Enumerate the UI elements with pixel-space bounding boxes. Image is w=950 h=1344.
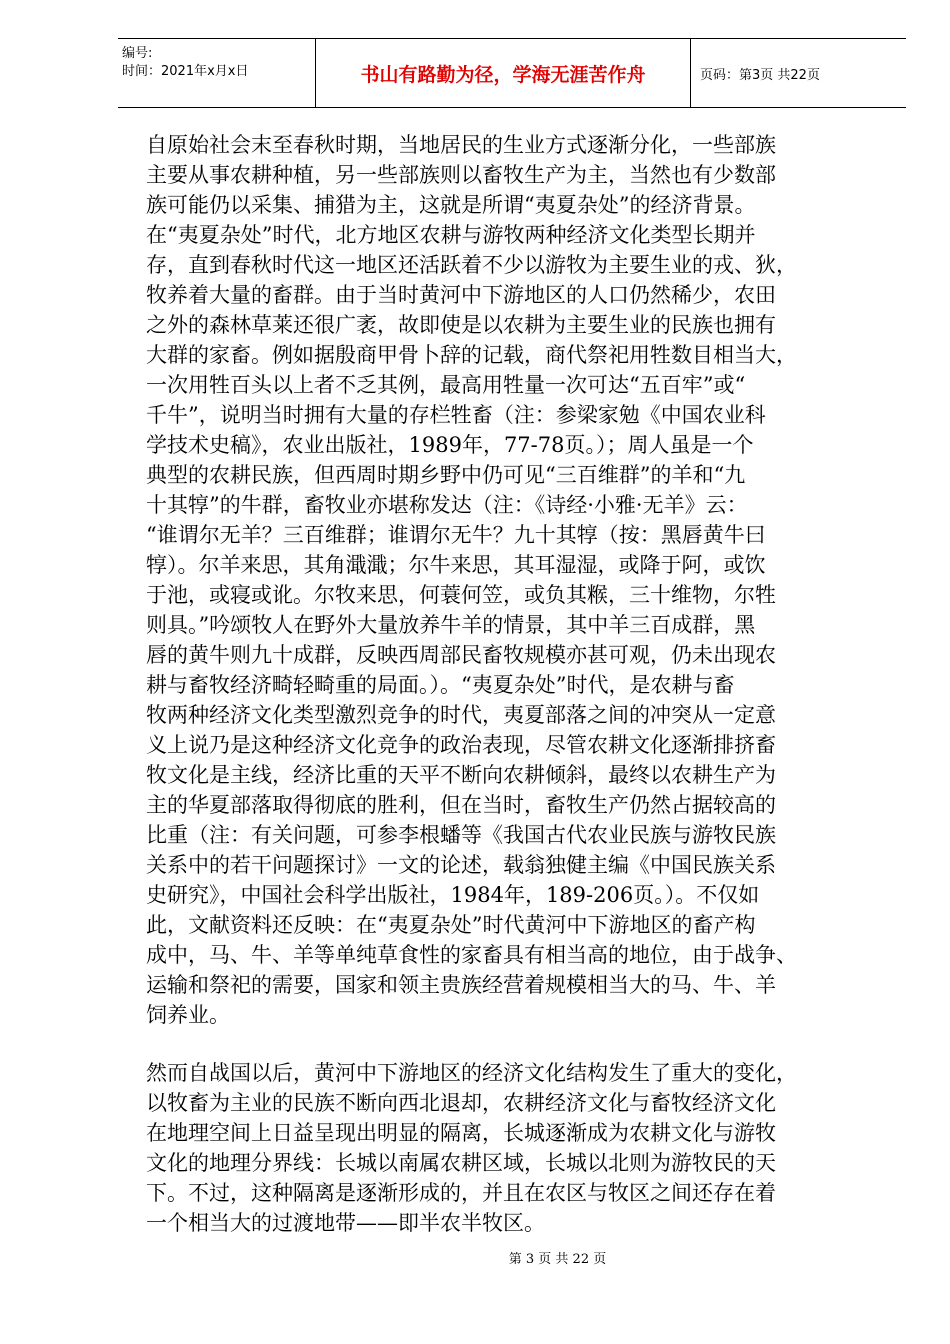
header-page-cell xyxy=(690,39,906,107)
paragraph-2: 然而自战国以后，黄河中下游地区的经济文化结构发生了重大的变化， 以牧畜为主业的民族不断向西北退却，农耕经济文化与畜牧经济文化 在地理空间上日益呈现出明显的隔离，长城逐渐成为农耕文化与游牧 文化的地理分界线：长城以南属农耕区域，长城以北则为游牧民的天 下。不过，这种隔离是逐渐形成的，并且在农区与牧区之间还存在着 一个相当大的过渡地带——即半农半牧区。 xyxy=(146,1061,797,1235)
paragraph-1: 自原始社会末至春秋时期，当地居民的生业方式逐渐分化，一些部族 主要从事农耕种植，另一些部族则以畜牧生产为主，当然也有少数部 族可能仍以采集、捕猎为主，这就是所谓“夷夏杂处”的经济背景。 在“夷夏杂处”时代，北方地区农耕与游牧两种经济文化类型长期并 存，直到春秋时代这一地区还活跃着不少以游牧为主要生业的戎、狄， 牧养着大量的畜群。由于当时黄河中下游地区的人口仍然稀少，农田 之外的森林草莱还很广袤，故即使是以农耕为主要生业的民族也拥有 大群的家畜。例如据殷商甲骨卜辞的记载，商代祭祀用牲数目相当大， 一次用牲百头以上者不乏其例，最高用牲量一次可达“五百牢”或“ 千牛”，说明当时拥有大量的存栏牲畜（注：参梁家勉《中国农业科 学技术史稿》，农业出版社，1989年，77-78页。）；周人虽是一个 典型的农耕民族，但西周时期乡野中仍可见“三百维群”的羊和“九 十其犉”的牛群，畜牧业亦堪称发达（注：《诗经·小雅·无羊》云： “谁谓尔无羊？三百维群；谁谓尔无牛？九十其犉（按：黑唇黄牛曰 犉）。尔羊来思，其角濈濈；尔牛来思，其耳湿湿，或降于阿，或饮 于池，或寝或讹。尔牧来思，何蓑何笠，或负其糇，三十维物，尔牲 则具。”吟颂牧人在野外大量放养牛羊的情景，其中羊三百成群，黑 唇的黄牛则九十成群，反映西周部民畜牧规模亦甚可观，仍未出现农 耕与畜牧经济畸轻畸重的局面。）。“夷夏杂处”时代，是农耕与畜 牧两种经济文化类型激烈竞争的时代，夷夏部落之间的冲突从一定意 义上说乃是这种经济文化竞争的政治表现，尽管农耕文化逐渐排挤畜 牧文化是主线，经济比重的天平不断向农耕倾斜，最终以农耕生产为 主的华夏部落取得彻底的胜利，但在当时，畜牧生产仍然占据较高的 比重（注：有关问题，可参李根蟠等《我国古代农业民族与游牧民族 关系中的若干问题探讨》一文的论述，载翁独健主编《中国民族关系 史研究》，中国社会科学出版社，1984年，189-206页。）。不仅如 此，文献资料还反映：在“夷夏杂处”时代黄河中下游地区的畜产构 成中，马、牛、羊等单纯草食性的家畜具有相当高的地位，由于战争、 运输和祭祀的需要，国家和领主贵族经营着规模相当大的马、牛、羊 饲养业。 xyxy=(146,133,797,1027)
document-number-label: 编号: xyxy=(122,46,153,61)
document-body xyxy=(146,130,866,1238)
header-meta xyxy=(118,39,318,107)
page-header xyxy=(118,38,906,108)
header-motto-cell xyxy=(315,39,691,107)
document-time: 时间：2021年x月x日 xyxy=(122,64,249,79)
header-page-info: 页码：第3页 共22页 xyxy=(700,67,820,83)
page-footer: 第 3 页 共 22 页 xyxy=(508,1252,607,1267)
header-motto: 书山有路勤为径，学海无涯苦作舟 xyxy=(360,63,646,86)
